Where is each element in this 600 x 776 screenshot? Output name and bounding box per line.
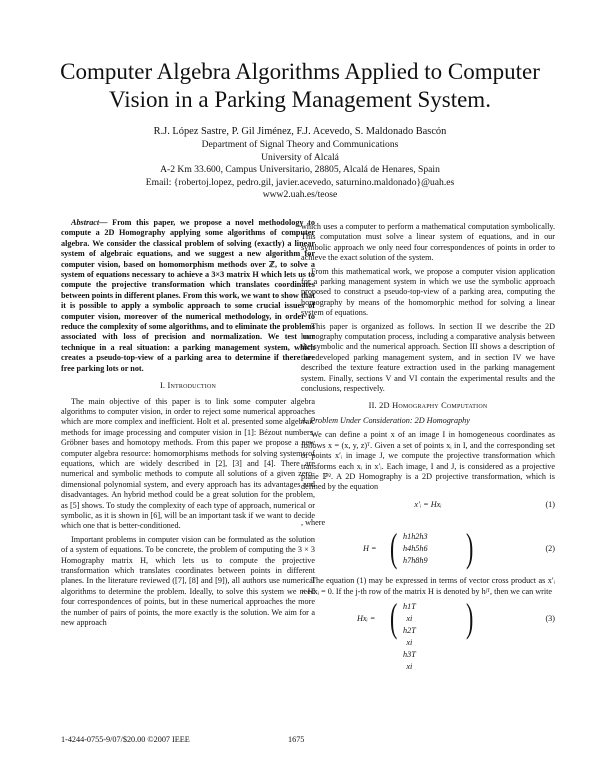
matrix-entry: h6 xyxy=(419,544,428,554)
affiliation-university: University of Alcalá xyxy=(261,151,339,163)
matrix-right-paren: ) xyxy=(465,525,474,571)
vector-left-paren: ( xyxy=(389,594,398,640)
subsection-heading-problem: A. Problem Under Consideration: 2D Homography xyxy=(301,415,470,425)
matrix-left-paren: ( xyxy=(389,525,398,571)
left-column xyxy=(61,218,315,631)
equation-3 xyxy=(301,594,555,671)
equation-1-body: x′ᵢ = Hxᵢ xyxy=(414,499,442,509)
matrix-entry: h9 xyxy=(419,556,428,566)
intro-paragraph-3: which uses a computer to perform a mathematical computation symbolically. This computation must solve a linear system of equations, and in our symbolic approach we only need four correspondences of points in order to achieve the exact solution of the system. xyxy=(301,222,555,263)
matrix-entries xyxy=(403,531,428,567)
section-heading-introduction: I. Introduction xyxy=(159,381,217,391)
abstract xyxy=(61,218,315,374)
title-line-2: Vision in a Parking Management System. xyxy=(109,87,491,112)
section-heading-homography: II. 2D Homography Computation xyxy=(368,400,488,410)
equation-3-lhs: Hxᵢ = xyxy=(357,613,376,623)
affiliation-address: A-2 Km 33.600, Campus Universitario, 28805, Alcalá de Henares, Spain xyxy=(160,164,440,176)
matrix-entry: h3 xyxy=(419,532,428,542)
where-text: , where xyxy=(301,517,326,527)
matrix-entry: h8 xyxy=(411,556,420,566)
equation-2-lhs: H = xyxy=(363,544,377,554)
affiliation-department: Department of Signal Theory and Communications xyxy=(201,139,399,150)
equation-3-number: (3) xyxy=(545,613,555,623)
paper-title xyxy=(20,58,580,114)
equation-1 xyxy=(301,498,555,513)
vector-entry: h2T xi xyxy=(403,625,416,647)
title-line-1: Computer Algebra Algorithms Applied to Computer xyxy=(60,59,540,84)
vector-right-paren: ) xyxy=(465,594,474,640)
right-column xyxy=(301,222,555,671)
intro-paragraph-4: From this mathematical work, we propose a computer vision application for a parking management system in which we use the symbolic approach proposed to construct a pseudo-top-view of a parking area, computing the homography by means of the homomorphic method for solving a linear system of equations. xyxy=(301,266,555,318)
matrix-entry: h5 xyxy=(411,544,420,554)
homography-paragraph-2: The equation (1) may be expressed in terms of vector cross product as x′ᵢ × Hxᵢ = 0. If the j-th row of the matrix H is denoted by hʲᵀ, then we can write xyxy=(301,576,555,596)
matrix-entry: h1 xyxy=(403,532,412,542)
vector-entry: h1T xi xyxy=(403,601,416,623)
intro-paragraph-1: The main objective of this paper is to link some computer algebra algorithms to computer vision, in order to reject some numerical approaches which are more complex and inefficient. Holt et al. presented some algebraic methods for image processing and computer vision in [1]: Bézout numbers, Gröbner bases and homotopy methods. From this paper we propose a new computer algebra resource: homomorphisms methods for solving systems of equations, which are widely described in [2], [3] and [4]. There are numerical and symbolic methods to compute all solutions of a given zero-dimensional polynomial system, and every approach has its advantages and disadvantages. An hybrid method could be a great solution for the problem, as [5] shows. To study the complexity of each type of approach, numerical or symbolic, as it is shown in [6], will be an important task if we want to decide which one that is better-conditioned. xyxy=(61,396,315,531)
vector-entry: h3T xi xyxy=(403,649,416,671)
affiliation-website: www2.uah.es/teose xyxy=(262,189,338,201)
affiliation-email: Email: {robertoj.lopez, pedro.gil, javier.acevedo, saturnino.maldonado}@uah.es xyxy=(145,176,455,188)
abstract-text: — From this paper, we propose a novel methodology to compute a 2D Homography applying some algorithms of computer algebra. We consider the classical problem of solving (exactly) a linear system of algebraic equations, and we suggest a new algorithm for computer vision, based on homomorphism methods over ℤ, to solve a system of equations necessary to achieve a 3×3 matrix H which lets us to compute the projective transformation which translates coordinates between points in different planes. From this work, we want to show that it is possible to apply a symbolic approach to some crucial issues of computer vision, moreover of the numerical methodology, in order to reduce the complexity of some algorithms, and to eliminate the problems associated with loss of precision and normalization. We test our technique in a real situation: a parking management system, which creates a pseudo-top-view of a parking area to determine if there are free parking lots or not. xyxy=(61,218,315,373)
equation-2 xyxy=(301,525,555,571)
equation-1-number: (1) xyxy=(545,499,555,509)
homography-paragraph-1: We can define a point x of an image I in homogeneous coordinates as follows x = (x, y, z)ᵀ. Given a set of points xᵢ in I, and the corresponding set of points x′ᵢ in image J, we compute the projective transformation which transforms each xᵢ in x′ᵢ. Each image, I and J, is considered as a projective plane ℙ². A 2D Homography is a 2D projective transformation, which is defined by the equation xyxy=(301,430,555,492)
author-block xyxy=(60,124,540,202)
author-names: R.J. López Sastre, P. Gil Jiménez, F.J. Acevedo, S. Maldonado Bascón xyxy=(153,126,447,137)
matrix-entry: h4 xyxy=(403,544,412,554)
vector-entries xyxy=(403,601,416,673)
matrix-entry: h2 xyxy=(411,532,420,542)
footer-copyright: 1-4244-0755-9/07/$20.00 ©2007 IEEE xyxy=(61,735,190,744)
abstract-label: Abstract xyxy=(71,218,100,227)
equation-2-number: (2) xyxy=(545,544,555,554)
footer-page-number: 1675 xyxy=(288,735,305,744)
intro-paragraph-5: This paper is organized as follows. In section II we describe the 2D homography computation process, including a comparative analysis between the symbolic and the numerical approach. Section III shows a description of the developed parking management system, and in section IV we have described the texture feature extraction used in the parking management system. Finally, sections V and VI contain the experimental results and the conclusions, respectively. xyxy=(301,321,555,394)
matrix-entry: h7 xyxy=(403,556,412,566)
intro-paragraph-2: Important problems in computer vision can be formulated as the solution of a system of equations. To be concrete, the problem of computing the 3 × 3 Homography matrix H, which lets us to compute the projective transformation which translates coordinates between points in different planes. In the literature reviewed ([7], [8] and [9]), all authors use numerical algorithms to determine the problem. Ideally, to solve this system we need four correspondences of points, but in these numerical approaches the more the number of pairs of points, the more exactly is the solution. We aim for a new approach xyxy=(61,534,315,628)
